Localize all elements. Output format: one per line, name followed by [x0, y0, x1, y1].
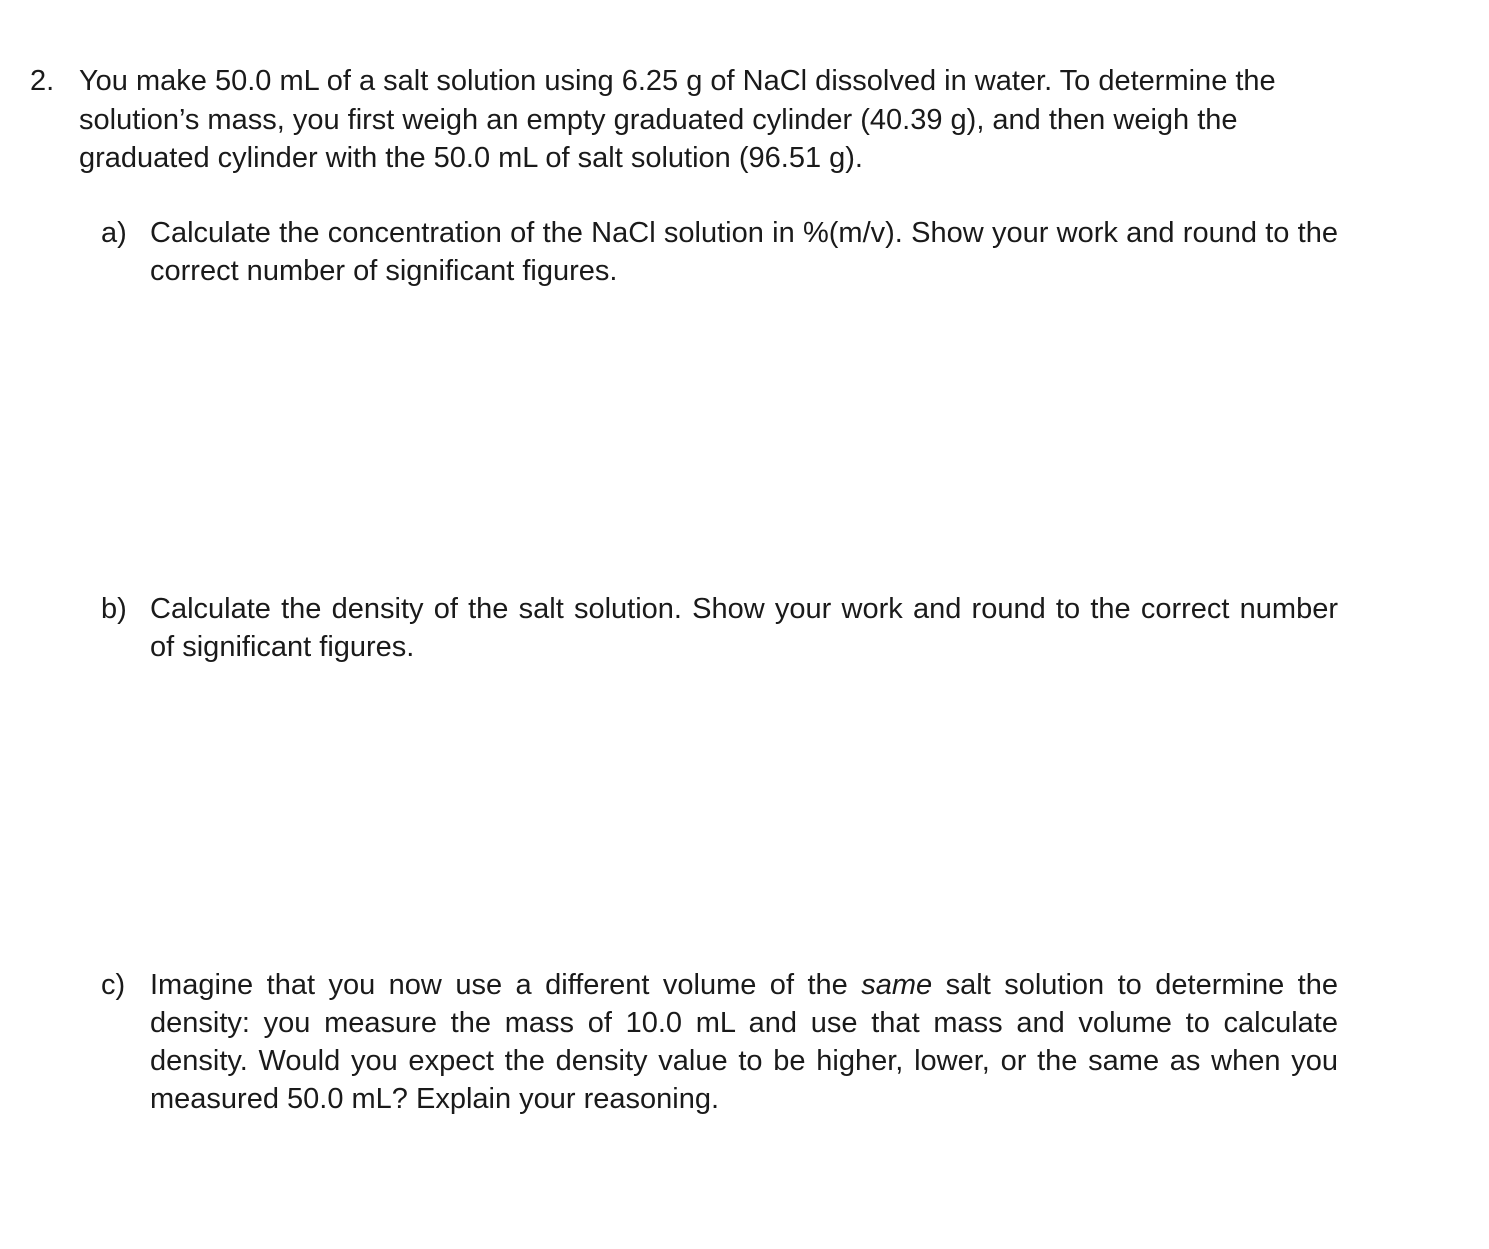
question-stem: You make 50.0 mL of a salt solution using 6.25 g of NaCl dissolved in water. To determine the solution’s mass, you first weigh an empty graduated cylinder (40.39 g), and then weigh the graduated cylinder with the 50.0 mL of salt solution (96.51 g).	[79, 65, 1276, 174]
part-a-label: a)	[101, 217, 127, 249]
part-c-text-after: salt solution to determine the density: you measure the mass of 10.0 mL and use that mass and volume to calculate density. Would you expect the density value to be higher, lower, or the same as when you measured 50.0 mL? Explain your reasoning.	[150, 969, 1338, 1115]
part-a-text: Calculate the concentration of the NaCl solution in %(m/v). Show your work and round to the correct number of significant figures.	[150, 217, 1338, 287]
question-2	[30, 62, 1350, 178]
question-number: 2.	[30, 65, 55, 97]
part-b	[101, 590, 1341, 666]
part-c-emphasis: same	[861, 969, 933, 1001]
part-c-text-before: Imagine that you now use a different volume of the	[150, 969, 862, 1001]
part-b-label: b)	[101, 593, 127, 625]
part-a	[101, 214, 1341, 290]
part-c	[101, 966, 1341, 1118]
part-b-text: Calculate the density of the salt solution. Show your work and round to the correct number of significant figures.	[150, 593, 1338, 663]
part-c-text	[150, 966, 1338, 1118]
part-c-label: c)	[101, 969, 126, 1001]
